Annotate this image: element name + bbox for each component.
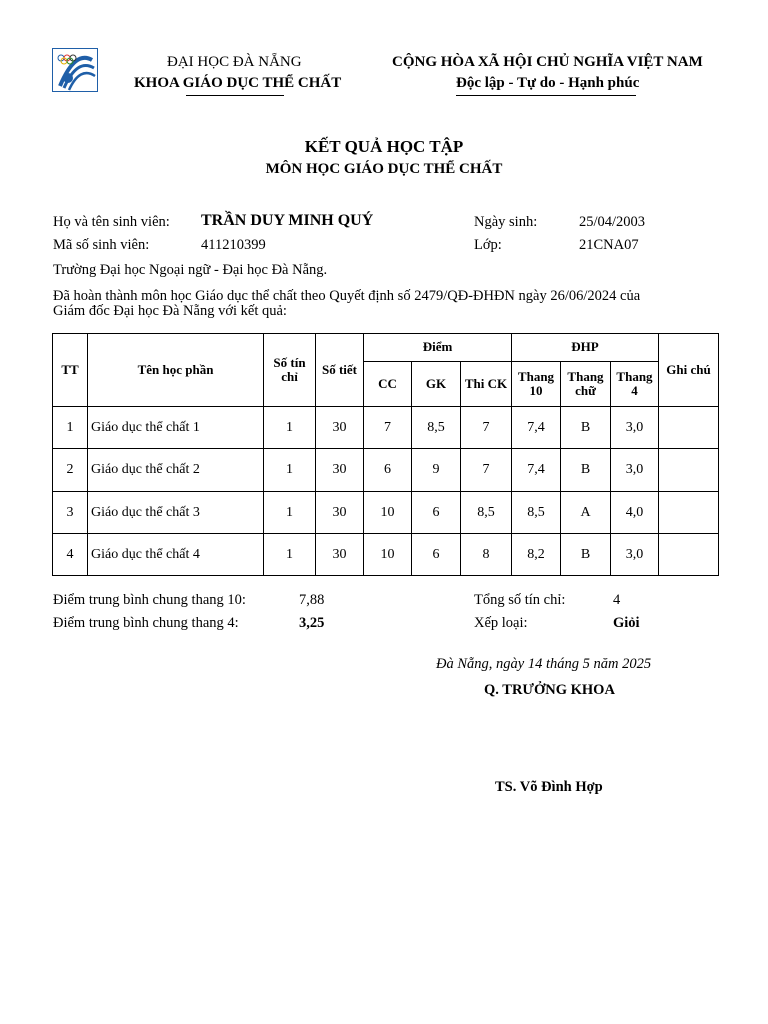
student-name: TRẦN DUY MINH QUÝ (201, 212, 374, 229)
cell-tt: 4 (53, 534, 88, 576)
cell-course: Giáo dục thể chất 3 (88, 492, 264, 534)
cell-final: 7 (461, 407, 512, 449)
header-letter-line-2: chữ (575, 383, 596, 398)
total-credits-label: Tổng số tín chỉ: (474, 592, 566, 608)
student-id-value: 411210399 (201, 237, 266, 253)
header-letter (561, 362, 611, 407)
table-row (53, 449, 719, 492)
header-scale4-line-2: 4 (631, 383, 638, 398)
cell-gk: 9 (412, 449, 461, 492)
cell-credits: 1 (264, 449, 316, 492)
cell-gk: 6 (412, 534, 461, 576)
header-scale10-line-1: Thang (517, 368, 555, 384)
header-tt: TT (53, 334, 88, 407)
cell-scale10: 8,5 (512, 492, 561, 534)
faculty-name: KHOA GIÁO DỤC THỂ CHẤT (134, 75, 342, 91)
grades-table (52, 333, 719, 576)
header-final: Thi CK (461, 362, 512, 407)
cell-periods: 30 (316, 492, 364, 534)
cell-scale10: 7,4 (512, 449, 561, 492)
table-row (53, 492, 719, 534)
cell-note (659, 449, 719, 492)
cell-scale4: 3,0 (611, 449, 659, 492)
gpa10-value: 7,88 (299, 592, 325, 608)
student-id-label: Mã số sinh viên: (53, 237, 150, 253)
university-name: ĐẠI HỌC ĐÀ NẴNG (167, 54, 302, 70)
dob-value: 25/04/2003 (579, 214, 646, 230)
faculty-underline (186, 95, 284, 96)
cell-final: 8,5 (461, 492, 512, 534)
cell-scale4: 3,0 (611, 407, 659, 449)
cell-periods: 30 (316, 407, 364, 449)
motto-underline (456, 95, 636, 96)
header-course: Tên học phần (88, 334, 264, 407)
header-scale10-line-2: 10 (529, 383, 543, 398)
school-name: Trường Đại học Ngoại ngữ - Đại học Đà Nẵng. (53, 262, 328, 278)
header-credits-line-2: chỉ (281, 369, 298, 384)
cell-letter: B (561, 534, 611, 576)
national-motto: Độc lập - Tự do - Hạnh phúc (456, 75, 640, 91)
gpa10-label: Điểm trung bình chung thang 10: (53, 592, 246, 608)
total-credits-value: 4 (613, 592, 621, 608)
header-scale4-line-1: Thang (616, 368, 653, 384)
cell-final: 7 (461, 449, 512, 492)
header-scale10 (512, 362, 561, 407)
place-date: Đà Nẵng, ngày 14 tháng 5 năm 2025 (436, 656, 652, 672)
header-cc: CC (364, 362, 412, 407)
cell-cc: 10 (364, 492, 412, 534)
country-name: CỘNG HÒA XÃ HỘI CHỦ NGHĨA VIỆT NAM (392, 54, 703, 70)
cell-cc: 7 (364, 407, 412, 449)
cell-scale10: 7,4 (512, 407, 561, 449)
header-gk: GK (412, 362, 461, 407)
cell-periods: 30 (316, 534, 364, 576)
header-credits-line-1: Số tín (273, 354, 306, 370)
statement-line-1: Đã hoàn thành môn học Giáo dục thể chất theo Quyết định số 2479/QĐ-ĐHĐN ngày 26/06/2024 của (53, 288, 641, 304)
header-note: Ghi chú (659, 334, 719, 407)
cell-tt: 3 (53, 492, 88, 534)
cell-course: Giáo dục thể chất 2 (88, 449, 264, 492)
statement-line-2: Giám đốc Đại học Đà Nẵng với kết quả: (53, 303, 287, 319)
table-row (53, 407, 719, 449)
header-letter-line-1: Thang (567, 368, 604, 384)
cell-note (659, 534, 719, 576)
header-credits (264, 334, 316, 407)
document-subtitle: MÔN HỌC GIÁO DỤC THỂ CHẤT (265, 161, 503, 177)
table-row (53, 534, 719, 576)
cell-cc: 6 (364, 449, 412, 492)
faculty-logo-icon (52, 48, 98, 92)
cell-course: Giáo dục thể chất 1 (88, 407, 264, 449)
cell-final: 8 (461, 534, 512, 576)
gpa4-value: 3,25 (299, 615, 325, 631)
cell-tt: 1 (53, 407, 88, 449)
cell-letter: B (561, 449, 611, 492)
cell-scale4: 3,0 (611, 534, 659, 576)
cell-cc: 10 (364, 534, 412, 576)
cell-periods: 30 (316, 449, 364, 492)
cell-letter: A (561, 492, 611, 534)
dob-label: Ngày sinh: (474, 214, 538, 230)
rank-value: Giỏi (613, 615, 640, 631)
class-label: Lớp: (474, 237, 502, 253)
signer-title: Q. TRƯỞNG KHOA (484, 682, 615, 698)
cell-credits: 1 (264, 492, 316, 534)
cell-note (659, 492, 719, 534)
cell-credits: 1 (264, 534, 316, 576)
cell-credits: 1 (264, 407, 316, 449)
cell-letter: B (561, 407, 611, 449)
class-value: 21CNA07 (579, 237, 639, 253)
gpa4-label: Điểm trung bình chung thang 4: (53, 615, 239, 631)
cell-scale4: 4,0 (611, 492, 659, 534)
signer-name: TS. Võ Đình Hợp (495, 779, 603, 795)
name-label: Họ và tên sinh viên: (53, 214, 170, 230)
header-periods: Số tiết (316, 334, 364, 407)
cell-scale10: 8,2 (512, 534, 561, 576)
header-scale4 (611, 362, 659, 407)
cell-tt: 2 (53, 449, 88, 492)
document-title: KẾT QUẢ HỌC TẬP (304, 137, 464, 156)
header-score-group: Điểm (364, 334, 512, 362)
cell-course: Giáo dục thể chất 4 (88, 534, 264, 576)
cell-gk: 8,5 (412, 407, 461, 449)
rank-label: Xếp loại: (474, 615, 528, 631)
cell-gk: 6 (412, 492, 461, 534)
header-dhp-group: ĐHP (512, 334, 659, 362)
cell-note (659, 407, 719, 449)
